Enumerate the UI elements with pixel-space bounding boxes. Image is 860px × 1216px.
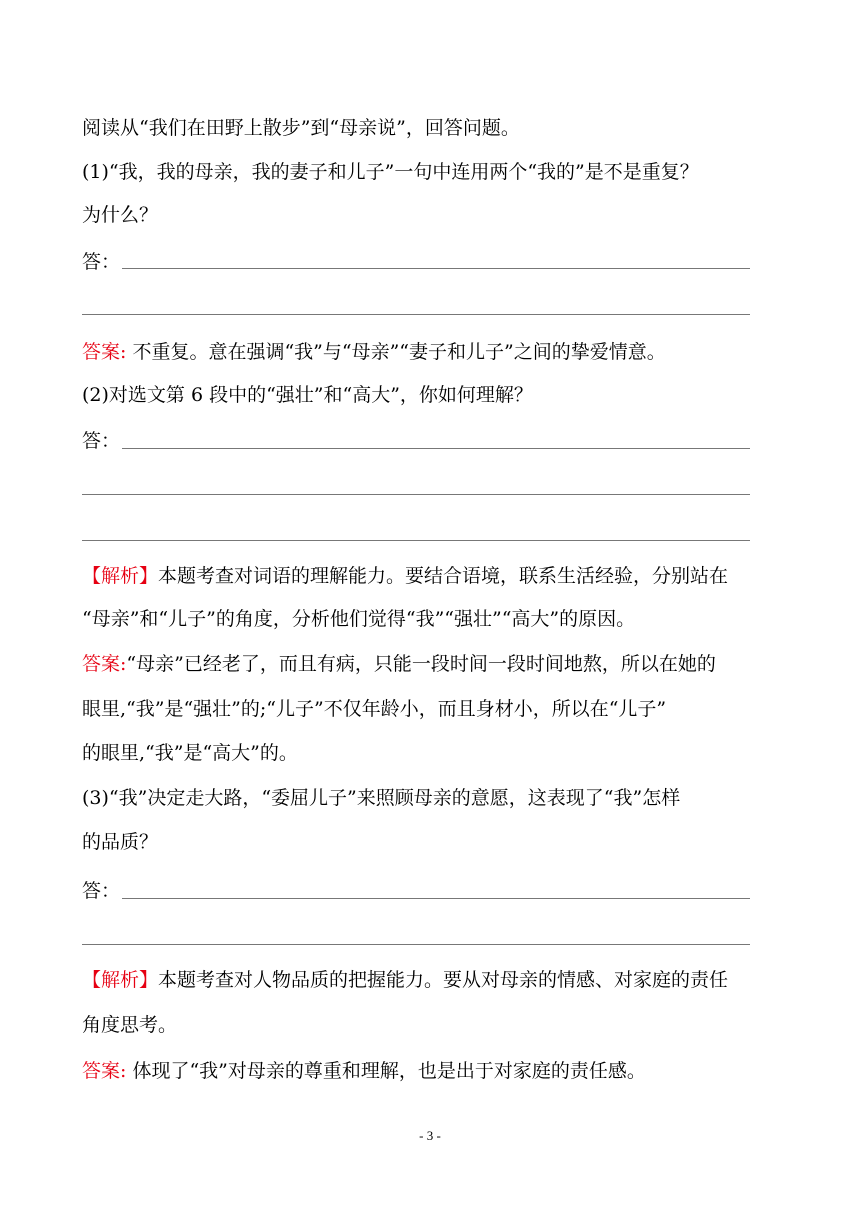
question-1-line-1: (1)“我，我的母亲，我的妻子和儿子”一句中连用两个“我的”是不是重复？ <box>82 161 699 183</box>
answer-line <box>82 494 750 495</box>
answer-text: 不重复。意在强调“我”与“母亲”“妻子和儿子”之间的挚爱情意。 <box>126 341 666 363</box>
answer-prompt-1: 答： <box>82 251 121 273</box>
question-1-line-2: 为什么？ <box>82 204 159 226</box>
analysis-text: 本题考查对词语的理解能力。要结合语境，联系生活经验，分别站在 <box>158 565 729 587</box>
answer-label: 答案: <box>82 653 127 675</box>
answer-line <box>82 540 750 541</box>
answer-label: 答案: <box>82 341 127 363</box>
analysis-text: 本题考查对人物品质的把握能力。要从对母亲的情感、对家庭的责任 <box>158 969 729 991</box>
analysis-label: 【解析】 <box>82 565 159 587</box>
analysis-3-line-2: 角度思考。 <box>82 1014 178 1036</box>
answer-prompt-2: 答： <box>82 430 121 452</box>
answer-3 <box>82 1059 646 1083</box>
answer-line <box>122 898 750 899</box>
answer-2-line-3: 的眼里,“我”是“高大”的。 <box>82 742 298 764</box>
analysis-2-line-2: “母亲”和“儿子”的角度，分析他们觉得“我”“强壮”“高大”的原因。 <box>82 608 636 630</box>
answer-line <box>122 448 750 449</box>
answer-2-line-1 <box>82 652 716 676</box>
answer-prompt-3: 答： <box>82 880 121 902</box>
analysis-3-line-1 <box>82 968 728 992</box>
answer-text: 体现了“我”对母亲的尊重和理解，也是出于对家庭的责任感。 <box>126 1060 646 1082</box>
analysis-label: 【解析】 <box>82 969 159 991</box>
answer-line <box>82 314 750 315</box>
page-number: - 3 - <box>419 1128 441 1143</box>
question-3-line-2: 的品质？ <box>82 831 159 853</box>
analysis-2-line-1 <box>82 564 728 588</box>
question-2-line-1: (2)对选文第 6 段中的“强壮”和“高大”，你如何理解？ <box>82 384 533 406</box>
question-3-line-1: (3)“我”决定走大路，“委屈儿子”来照顾母亲的意愿，这表现了“我”怎样 <box>82 787 681 809</box>
answer-line <box>82 944 750 945</box>
answer-label: 答案: <box>82 1060 127 1082</box>
answer-1 <box>82 340 666 364</box>
answer-text: “母亲”已经老了，而且有病，只能一段时间一段时间地熬，所以在她的 <box>126 653 716 675</box>
intro-text: 阅读从“我们在田野上散步”到“母亲说”，回答问题。 <box>82 117 520 139</box>
answer-2-line-2: 眼里,“我”是“强壮”的;“儿子”不仅年龄小，而且身材小，所以在“儿子” <box>82 698 667 720</box>
answer-line <box>122 268 750 269</box>
